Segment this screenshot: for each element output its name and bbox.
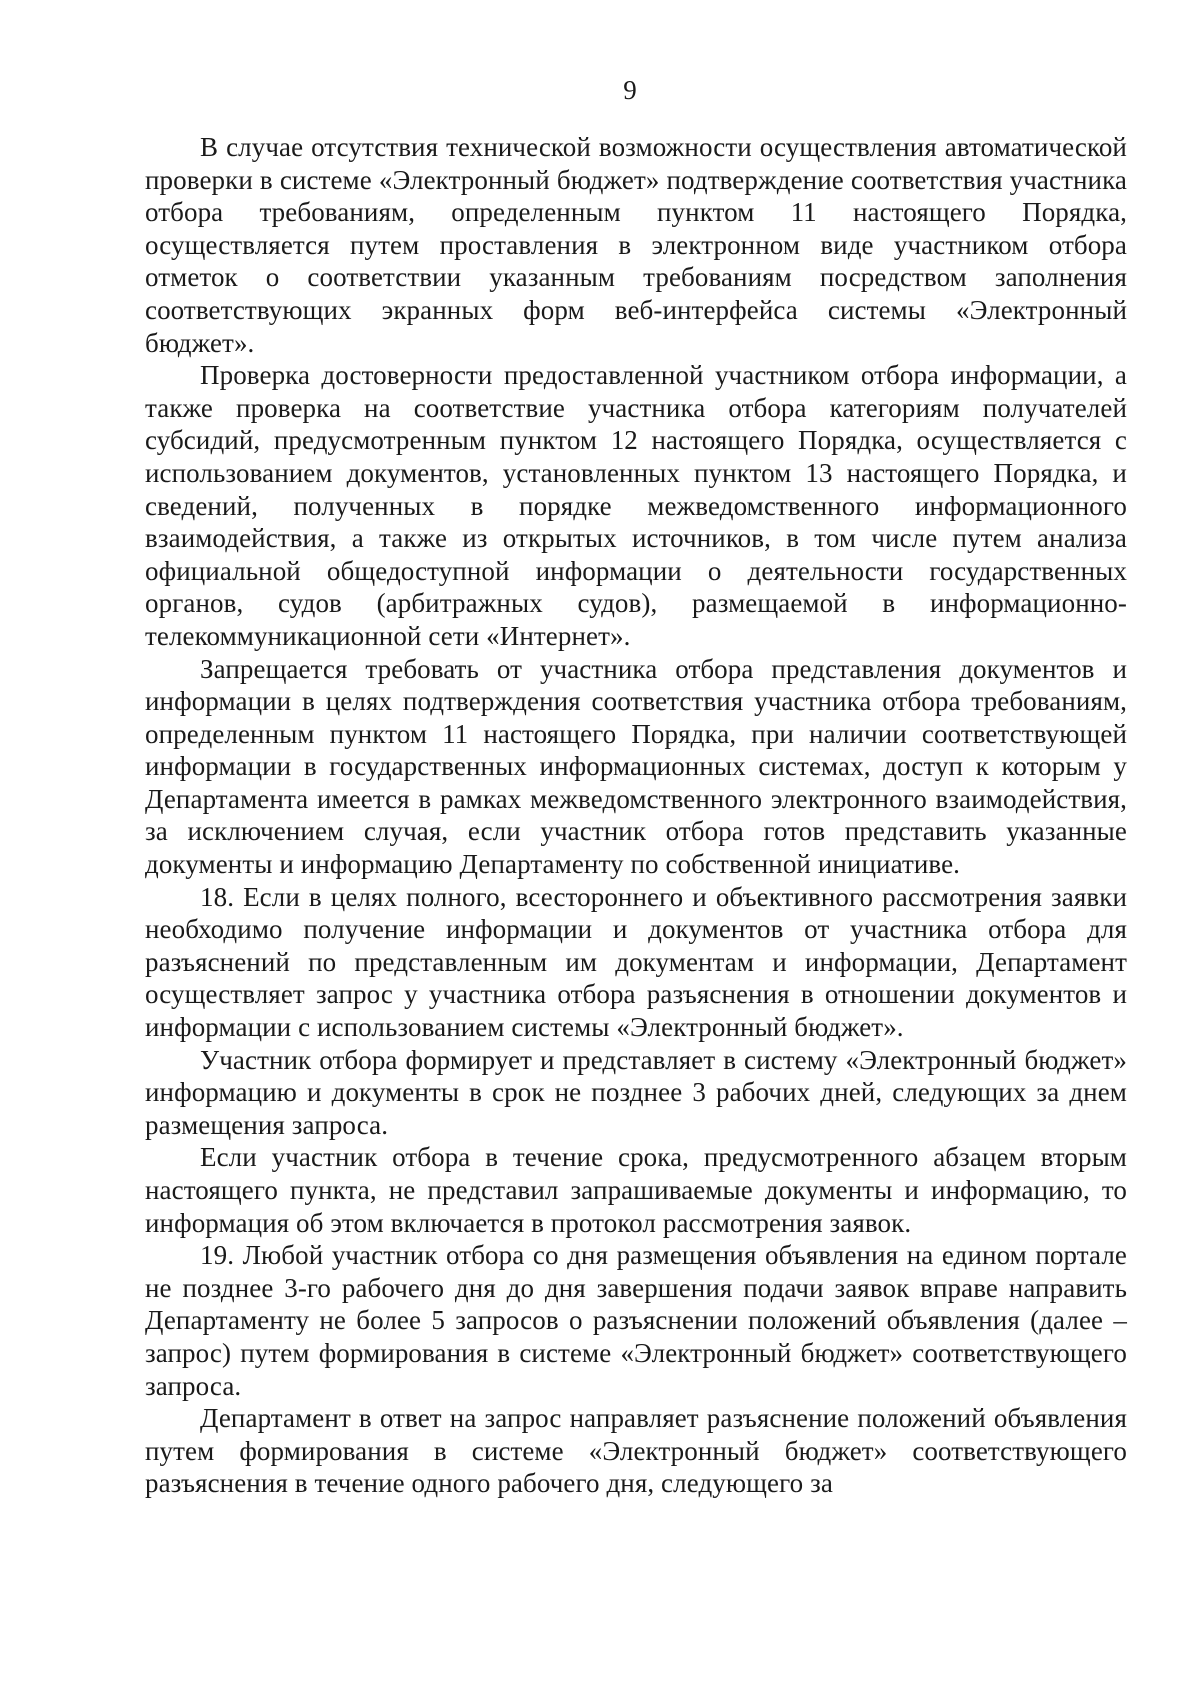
paragraph: В случае отсутствия технической возможности осуществления автоматической проверки в системе «Электронный бюджет» подтверждение соответствия участника отбора требованиям, определенным пунктом 11 настоящего Порядка, осуществляется путем проставления в электронном виде участником отбора отметок о соответствии указанным требованиям посредством заполнения соответствующих экранных форм веб-интерфейса системы «Электронный бюджет».	[145, 132, 1127, 358]
page-number: 9	[623, 75, 637, 105]
paragraph: 18. Если в целях полного, всестороннего и объективного рассмотрения заявки необходимо получение информации и документов от участника отбора для разъяснений по представленным им документам и информации, Департамент осуществляет запрос у участника отбора разъяснения в отношении документов и информации с использованием системы «Электронный бюджет».	[145, 881, 1127, 1043]
paragraph: Участник отбора формирует и представляет в систему «Электронный бюджет» информацию и документы в срок не позднее 3 рабочих дней, следующих за днем размещения запроса.	[145, 1044, 1127, 1140]
paragraph: Департамент в ответ на запрос направляет разъяснение положений объявления путем формирования в системе «Электронный бюджет» соответствующего разъяснения в течение одного рабочего дня, следующего за	[145, 1403, 1127, 1499]
paragraph: Если участник отбора в течение срока, предусмотренного абзацем вторым настоящего пункта, не представил запрашиваемые документы и информацию, то информация об этом включается в протокол рассмотрения заявок.	[145, 1142, 1127, 1238]
paragraph: Запрещается требовать от участника отбора представления документов и информации в целях подтверждения соответствия участника отбора требованиям, определенным пунктом 11 настоящего Порядка, при наличии соответствующей информации в государственных информационных системах, доступ к которым у Департамента имеется в рамках межведомственного электронного взаимодействия, за исключением случая, если участник отбора готов представить указанные документы и информацию Департаменту по собственной инициативе.	[145, 653, 1127, 880]
paragraph: Проверка достоверности предоставленной участником отбора информации, а также проверка на соответствие участника отбора категориям получателей субсидий, предусмотренным пунктом 12 настоящего Порядка, осуществляется с использованием документов, установленных пунктом 13 настоящего Порядка, и сведений, полученных в порядке межведомственного информационного взаимодействия, а также из открытых источников, в том числе путем анализа официальной общедоступной информации о деятельности государственных органов, судов (арбитражных судов), размещаемой в информационно-телекоммуникационной сети «Интернет».	[145, 360, 1127, 651]
paragraph: 19. Любой участник отбора со дня размещения объявления на едином портале не позднее 3-го рабочего дня до дня завершения подачи заявок вправе направить Департаменту не более 5 запросов о разъяснении положений объявления (далее – запрос) путем формирования в системе «Электронный бюджет» соответствующего запроса.	[145, 1240, 1127, 1401]
document-body	[145, 131, 1127, 1500]
